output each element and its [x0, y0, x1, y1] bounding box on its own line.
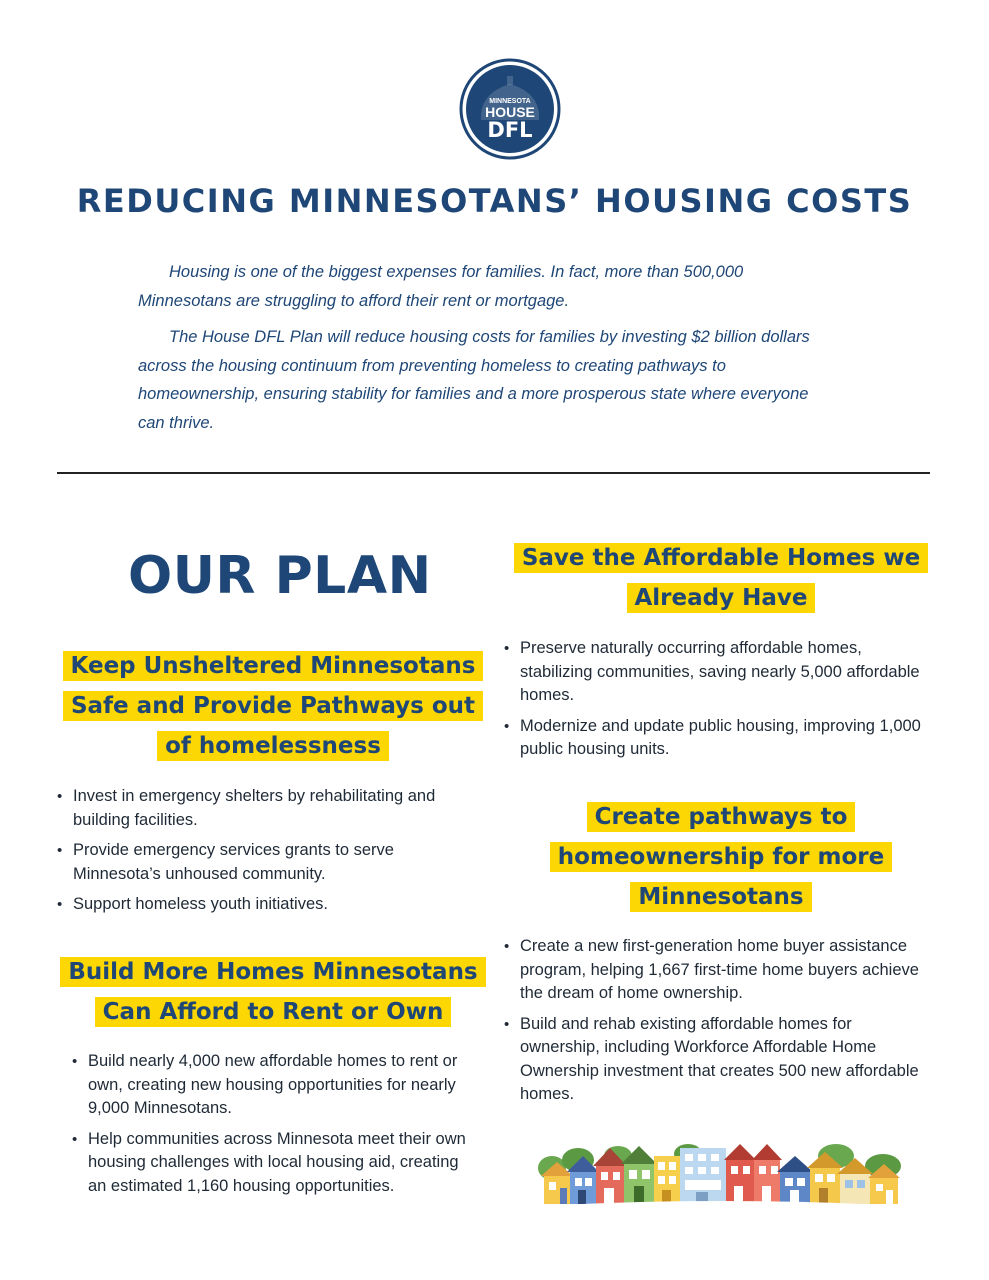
heading-line: Safe and Provide Pathways out: [63, 691, 483, 721]
heading-line: Create pathways to: [587, 802, 856, 832]
logo-line-3: DFL: [487, 118, 533, 142]
heading-pathways: [505, 797, 937, 917]
list-item: • Provide emergency services grants to serve Minnesota’s unhoused community.: [73, 839, 473, 886]
list-build-more: [88, 1050, 473, 1205]
intro-paragraph: The House DFL Plan will reduce housing costs for families by investing $2 billion dollars across the housing continuum from preventing homeless to creating pathways to homeownership, ensuring stability for families and a more prosperous state where everyone can thrive.: [138, 328, 810, 432]
our-plan-heading: OUR PLAN: [128, 546, 432, 606]
heading-line: of homelessness: [157, 731, 389, 761]
list-unsheltered: [73, 785, 473, 924]
section-divider: [57, 472, 930, 474]
houses-illustration: [538, 1136, 902, 1212]
intro-paragraph: Housing is one of the biggest expenses for families. In fact, more than 500,000 Minnesotans are struggling to afford their rent or mortgage.: [138, 263, 744, 310]
logo-line-1: MINNESOTA: [489, 98, 531, 105]
heading-line: homeownership for more: [550, 842, 892, 872]
heading-line: Build More Homes Minnesotans: [60, 957, 485, 987]
minnesota-house-dfl-logo: [459, 58, 561, 160]
heading-unsheltered: [58, 646, 488, 766]
list-item: • Build nearly 4,000 new affordable homes to rent or own, creating new housing opportunities for nearly 9,000 Minnesotans.: [88, 1050, 473, 1121]
list-item: • Help communities across Minnesota meet their own housing challenges with local housing aid, creating an estimated 1,160 housing opportunities.: [88, 1128, 473, 1199]
logo-line-2: HOUSE: [485, 104, 535, 120]
list-item: • Build and rehab existing affordable homes for ownership, including Workforce Affordable Home Ownership investment that creates 500 new affordable homes.: [520, 1013, 930, 1107]
heading-line: Keep Unsheltered Minnesotans: [63, 651, 484, 681]
heading-line: Minnesotans: [630, 882, 811, 912]
intro-text: [138, 258, 838, 445]
list-pathways: [520, 935, 930, 1114]
heading-save-affordable: [505, 538, 937, 618]
heading-build-more: [58, 952, 488, 1032]
heading-line: Can Afford to Rent or Own: [95, 997, 452, 1027]
heading-line: Already Have: [627, 583, 816, 613]
list-item: • Invest in emergency shelters by rehabilitating and building facilities.: [73, 785, 473, 832]
list-item: • Create a new first-generation home buyer assistance program, helping 1,667 first-time home buyers achieve the dream of home ownership.: [520, 935, 930, 1006]
list-item: • Support homeless youth initiatives.: [73, 893, 473, 917]
page-title: REDUCING MINNESOTANS’ HOUSING COSTS: [76, 182, 913, 220]
list-save-affordable: [520, 637, 925, 769]
list-item: • Preserve naturally occurring affordable homes, stabilizing communities, saving nearly 5,000 affordable homes.: [520, 637, 925, 708]
heading-line: Save the Affordable Homes we: [514, 543, 928, 573]
list-item: • Modernize and update public housing, improving 1,000 public housing units.: [520, 715, 925, 762]
